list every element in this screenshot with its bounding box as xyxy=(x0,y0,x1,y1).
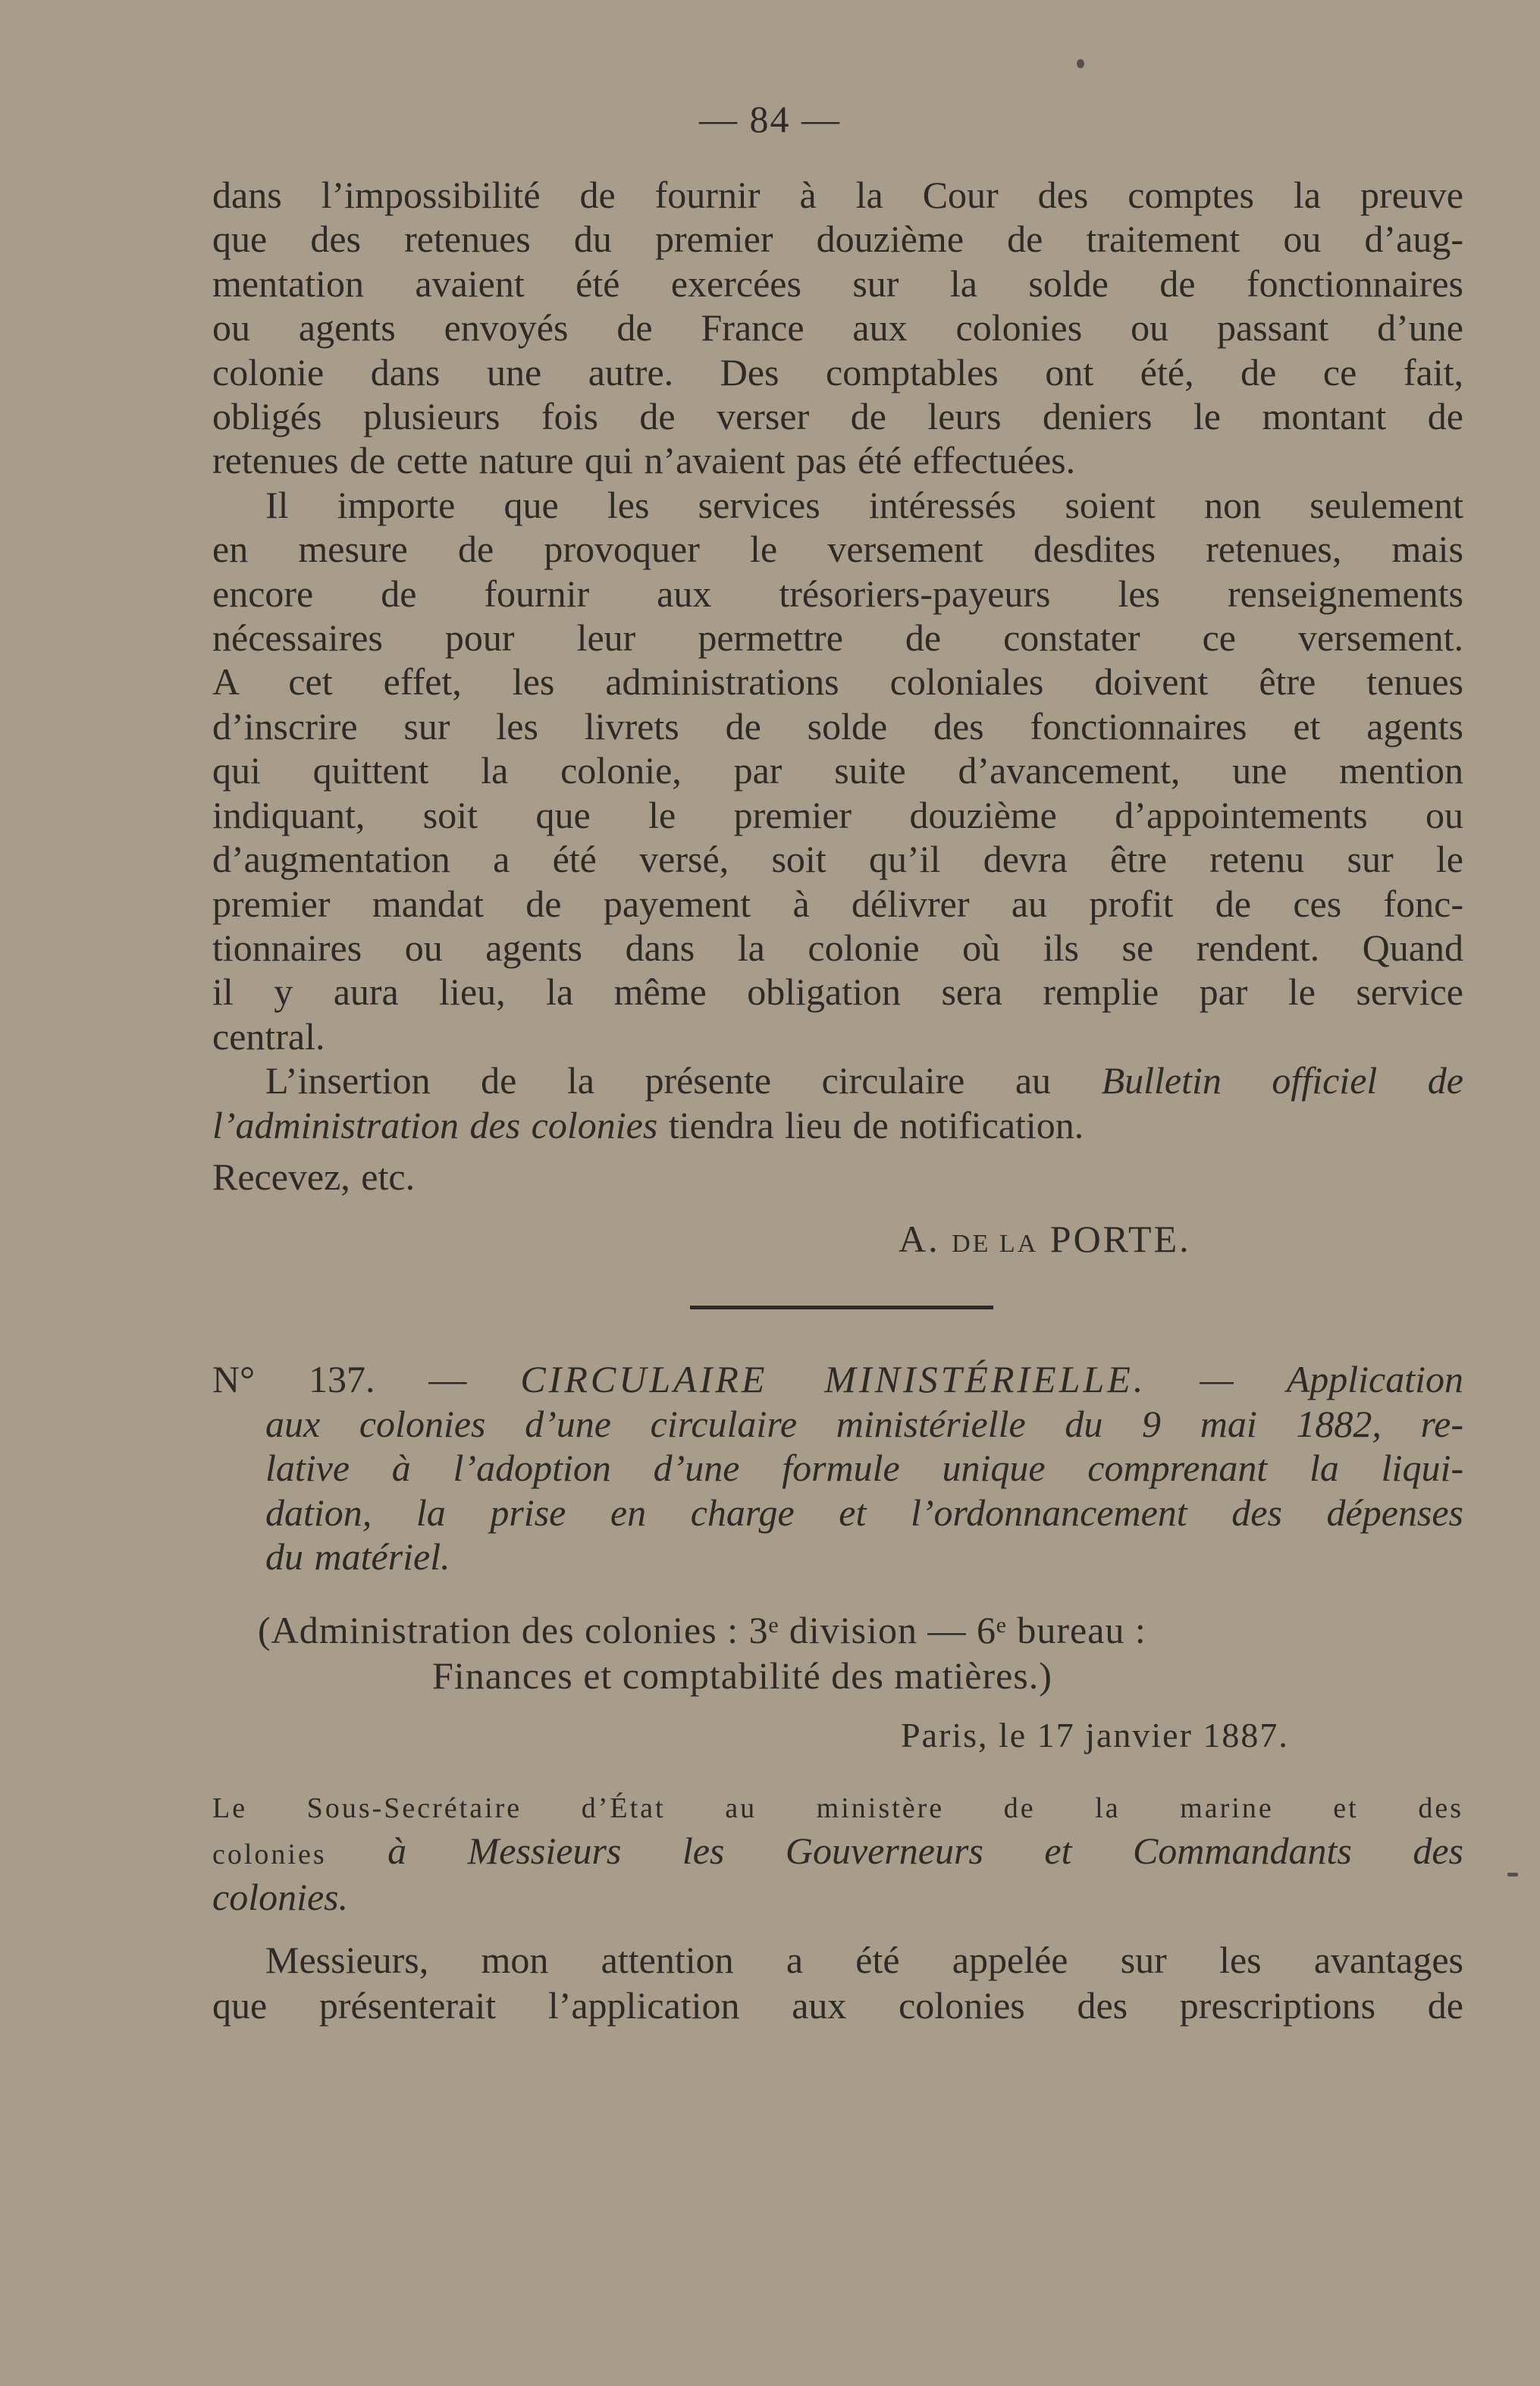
summary-line: du matériel. xyxy=(265,1535,450,1578)
text-line: retenues de cette nature qui n’avaient pas été effectuées. xyxy=(212,439,1076,482)
insertion-text: L’insertion de la présente circulaire au xyxy=(265,1059,1102,1102)
insertion-paragraph-line-2 xyxy=(212,1103,1463,1147)
bulletin-title: Bulletin officiel de xyxy=(1101,1059,1463,1102)
signature-particle: DE LA xyxy=(952,1230,1039,1258)
text-line: ou agents envoyés de France aux colonies ou passant d’une xyxy=(212,306,1463,350)
text-line: que des retenues du premier douzième de traitement ou d’aug- xyxy=(212,218,1463,261)
text-line: central. xyxy=(212,1014,325,1058)
text-line: nécessaires pour leur permettre de constater ce versement. xyxy=(212,616,1463,660)
summary-line: dation, la prise en charge et l’ordonnancement des dépenses xyxy=(265,1491,1463,1534)
text-line: d’inscrire sur les livrets de solde des fonctionnaires et agents xyxy=(212,704,1463,748)
address-line-2 xyxy=(212,1829,1463,1876)
heading-line-1 xyxy=(212,1357,1463,1402)
text-line: en mesure de provoquer le versement desdites retenues, mais xyxy=(212,528,1463,571)
sender: Le Sous-Secrétaire d’État au ministère de la marine et des xyxy=(212,1792,1463,1824)
text-line: A cet effet, les administrations coloniales doivent être tenues xyxy=(212,660,1463,704)
paper-speck xyxy=(1507,1873,1518,1877)
text-line: colonie dans une autre. Des comptables ont été, de ce fait, xyxy=(212,350,1463,393)
text-line: obligés plusieurs fois de verser de leurs deniers le montant de xyxy=(212,395,1463,438)
summary-line: aux colonies d’une circulaire ministérielle du 9 mai 1882, re- xyxy=(265,1402,1463,1445)
address-line-3: colonies. xyxy=(212,1876,349,1918)
sender-continued: colonies xyxy=(212,1839,327,1870)
administration-reference xyxy=(212,1607,1463,1698)
text-line: indiquant, soit que le premier douzième d’appointements ou xyxy=(212,793,1463,836)
text-line: premier mandat de payement à délivrer au profit de ces fonc- xyxy=(212,882,1463,925)
text-line: il y aura lieu, la même obligation sera remplie par le service xyxy=(212,970,1463,1014)
bulletin-title-continued: l’administration des colonies xyxy=(212,1103,658,1146)
summary-text: — Application xyxy=(1200,1358,1464,1400)
signature xyxy=(899,1217,1191,1261)
circular-number: N° 137. — xyxy=(212,1358,521,1400)
summary-line: lative à l’adoption d’une formule unique comprenant la liqui- xyxy=(265,1447,1463,1489)
circular-heading xyxy=(212,1357,1463,1579)
signature-name: PORTE. xyxy=(1038,1218,1191,1260)
paper-speck xyxy=(1077,59,1084,68)
text-line: qui quittent la colonie, par suite d’avancement, une mention xyxy=(212,749,1463,792)
text-line: encore de fournir aux trésoriers-payeurs les renseignements xyxy=(212,572,1463,615)
text-line: que présenterait l’application aux colonies des prescriptions de xyxy=(212,1984,1463,2027)
dateline: Paris, le 17 janvier 1887. xyxy=(901,1716,1289,1754)
text-line: Il importe que les services intéressés soient non seulement xyxy=(265,483,1463,526)
text-line: Messieurs, mon attention a été appelée sur les avantages xyxy=(265,1939,1463,1981)
section-divider xyxy=(690,1306,993,1309)
text-line: tionnaires ou agents dans la colonie où ils se rendent. Quand xyxy=(212,926,1463,969)
page-number: — 84 — xyxy=(699,98,841,140)
text-line: mentation avaient été exercées sur la solde de fonctionnaires xyxy=(212,262,1463,305)
text-line: d’augmentation a été versé, soit qu’il devra être retenu sur le xyxy=(212,838,1463,881)
insertion-paragraph-line-1 xyxy=(212,1058,1463,1102)
text-line: dans l’impossibilité de fournir à la Cour des comptes la preuve xyxy=(212,174,1463,216)
insertion-text-end: tiendra lieu de notification. xyxy=(657,1103,1084,1146)
circular-body-text xyxy=(212,173,1463,1199)
administration-line: (Administration des colonies : 3ᵉ division — 6ᵉ bureau : xyxy=(258,1609,1146,1651)
administration-line: Finances et comptabilité des matières.) xyxy=(432,1654,1052,1697)
closing-formula: Recevez, etc. xyxy=(212,1155,416,1198)
address-line-1 xyxy=(212,1783,1463,1829)
address-block xyxy=(212,1783,1463,1918)
recipients: à Messieurs les Gouverneurs et Commandants des xyxy=(326,1829,1463,1872)
signature-initial: A. xyxy=(899,1218,952,1260)
circular-kind: CIRCULAIRE MINISTÉRIELLE. xyxy=(520,1358,1146,1400)
letter-opening xyxy=(212,1937,1463,2028)
